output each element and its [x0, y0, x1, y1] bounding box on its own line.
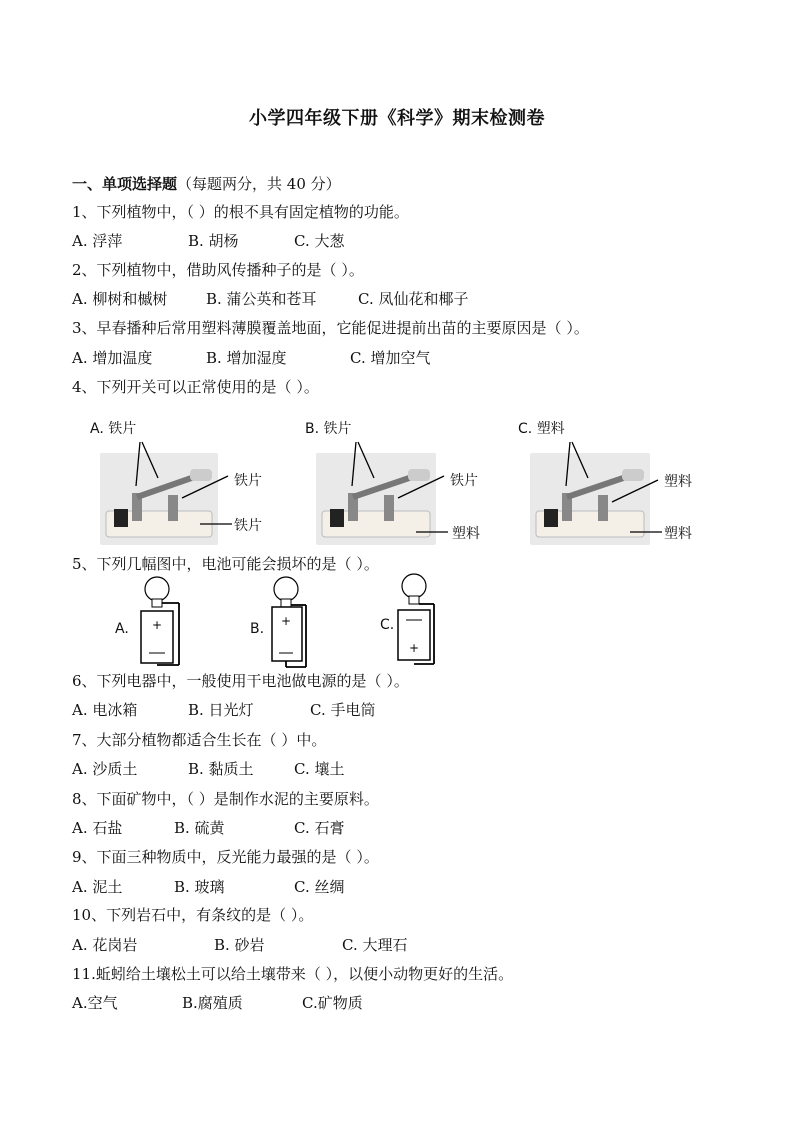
question-2: 2、下列植物中，借助风传播种子的是（ ）。 [72, 261, 364, 279]
question-3-options [72, 348, 430, 368]
option-b: B. 日光灯 [188, 701, 254, 719]
label-pointer-lines [120, 436, 240, 546]
bulb-battery-circuit-icon [262, 575, 322, 675]
page-title: 小学四年级下册《科学》期末检测卷 [249, 108, 545, 129]
figure-right-lower-label: 塑料 [664, 526, 692, 542]
figure-right-upper-label: 塑料 [664, 474, 692, 490]
question-9-options [72, 877, 344, 897]
option-c: C. 手电筒 [310, 701, 376, 719]
option-c: C. 凤仙花和椰子 [358, 290, 469, 308]
question-3: 3、早春播种后常用塑料薄膜覆盖地面，它能促进提前出苗的主要原因是（ ）。 [72, 319, 589, 337]
figure-top-label: 塑料 [536, 421, 565, 437]
option-a: A. 花岗岩 [72, 936, 138, 954]
option-c: C. 大理石 [342, 936, 408, 954]
question-10-options [72, 935, 407, 955]
option-c: C. 石膏 [294, 819, 345, 837]
option-b: B. 增加湿度 [206, 349, 287, 367]
figure-right-lower-label: 塑料 [452, 526, 480, 542]
figure-top-label: 铁片 [108, 421, 137, 437]
bulb-battery-circuit-icon [392, 572, 452, 668]
svg-text:+: + [151, 618, 163, 632]
question-6-options [72, 700, 375, 720]
svg-text:+: + [280, 614, 292, 628]
option-a: A. 泥土 [72, 878, 123, 896]
option-c: C. 大葱 [294, 232, 345, 250]
figure-top-label: 铁片 [323, 421, 352, 437]
figure-letter: B. [250, 621, 265, 637]
figure-letter: A. [115, 621, 129, 637]
svg-text:+: + [408, 641, 420, 655]
option-b: B. 玻璃 [174, 878, 225, 896]
question-4: 4、下列开关可以正常使用的是（ ）。 [72, 378, 319, 396]
section-note: （每题两分，共 40 分） [177, 175, 341, 193]
question-9: 9、下面三种物质中，反光能力最强的是（ ）。 [72, 848, 379, 866]
option-a: A. 浮萍 [72, 232, 123, 250]
figure-right-lower-label: 铁片 [234, 518, 262, 534]
option-a: A. 柳树和槭树 [72, 290, 168, 308]
figure-letter: C. [518, 421, 533, 437]
option-c: C. 壤土 [294, 760, 345, 778]
question-7-options [72, 759, 344, 779]
bulb-battery-circuit-icon [133, 575, 193, 671]
question-1-options [72, 231, 344, 251]
option-a: A.空气 [72, 994, 118, 1012]
figure-letter: B. [305, 421, 320, 437]
option-c: C. 丝绸 [294, 878, 345, 896]
question-8-options [72, 818, 344, 838]
option-b: B. 胡杨 [188, 232, 239, 250]
question-8: 8、下面矿物中，（ ）是制作水泥的主要原料。 [72, 790, 379, 808]
figure-right-upper-label: 铁片 [234, 473, 262, 489]
option-c: C. 增加空气 [350, 349, 431, 367]
section-title: 一、单项选择题 [72, 175, 178, 193]
option-b: B. 硫黄 [174, 819, 225, 837]
option-b: B.腐殖质 [182, 994, 243, 1012]
question-2-options [72, 289, 468, 309]
question-7: 7、大部分植物都适合生长在（ ）中。 [72, 731, 327, 749]
option-a: A. 增加温度 [72, 349, 153, 367]
question-10: 10、下列岩石中，有条纹的是（ ）。 [72, 906, 314, 924]
option-b: B. 黏质土 [188, 760, 254, 778]
question-1: 1、下列植物中，（ ）的根不具有固定植物的功能。 [72, 203, 409, 221]
figure-letter: A. [90, 421, 104, 437]
option-b: B. 砂岩 [214, 936, 265, 954]
option-a: A. 沙质土 [72, 760, 138, 778]
question-11: 11.蚯蚓给土壤松土可以给土壤带来（ ），以便小动物更好的生活。 [72, 965, 514, 983]
question-11-options [72, 993, 363, 1013]
question-5: 5、下列几幅图中，电池可能会损坏的是（ ）。 [72, 555, 379, 573]
label-pointer-lines [550, 436, 670, 546]
question-6: 6、下列电器中，一般使用干电池做电源的是（ ）。 [72, 672, 409, 690]
label-pointer-lines [336, 436, 456, 546]
figure-letter: C. [380, 617, 395, 633]
option-b: B. 蒲公英和苍耳 [206, 290, 317, 308]
option-a: A. 石盐 [72, 819, 123, 837]
option-c: C.矿物质 [302, 994, 363, 1012]
option-a: A. 电冰箱 [72, 701, 138, 719]
section-heading [72, 174, 341, 194]
figure-right-upper-label: 铁片 [450, 473, 478, 489]
